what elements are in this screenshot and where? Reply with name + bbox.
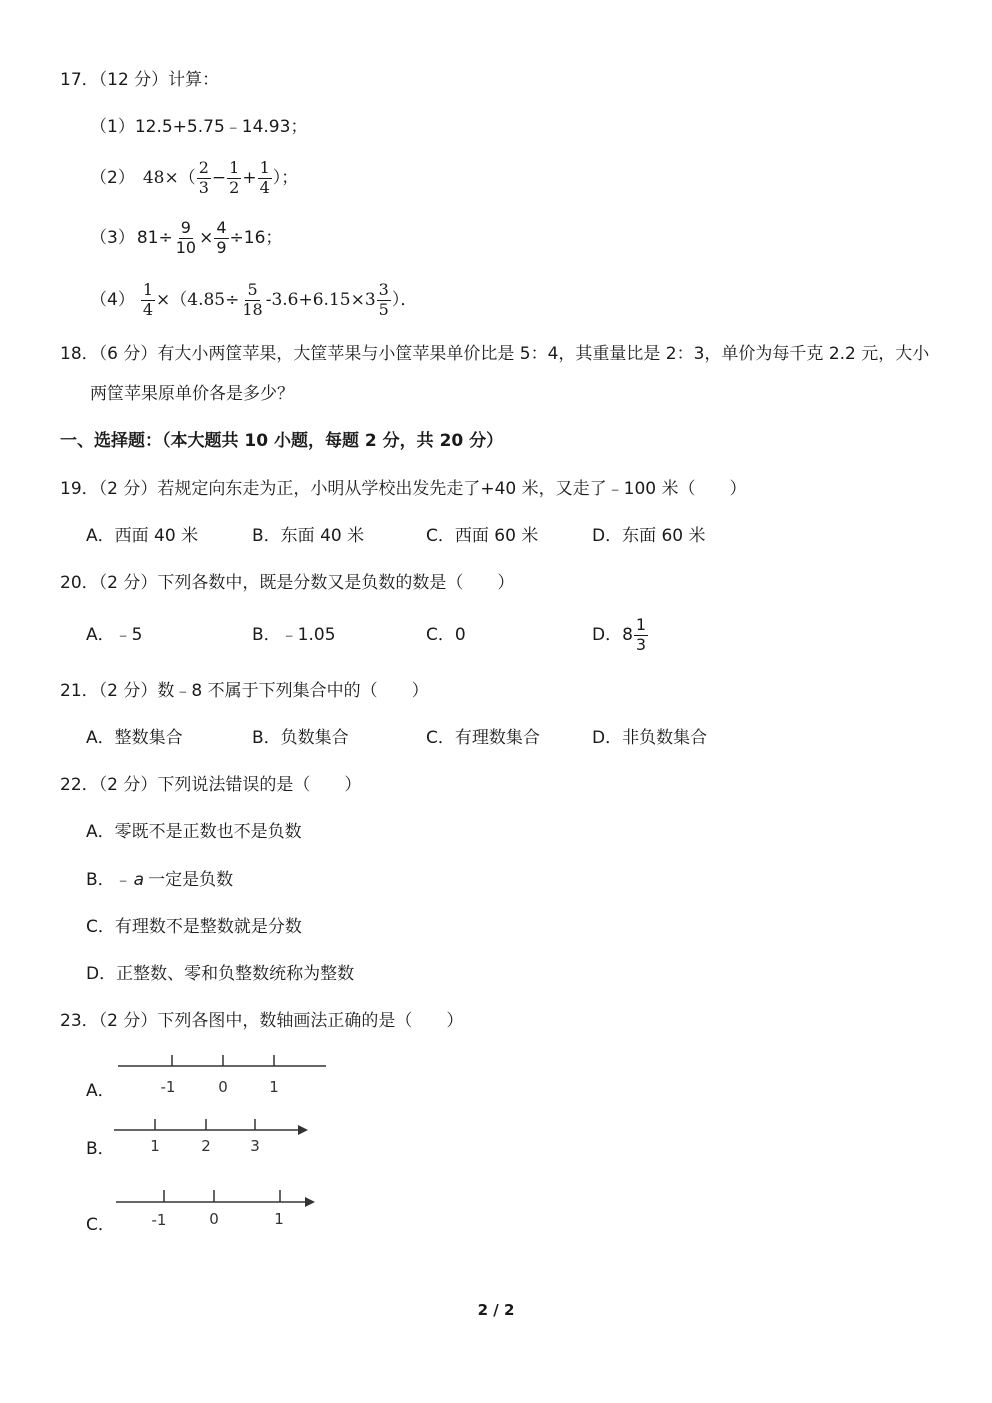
q17-part4-end: ）． [391, 289, 418, 310]
q23-option-b-label[interactable]: B． [86, 1139, 115, 1159]
q17-part2-frac3 [258, 160, 272, 197]
q17-part2-label: （2） [90, 167, 135, 188]
frac-denominator: 4 [259, 177, 270, 197]
q21-option-b[interactable]: B．负数集合 [252, 728, 349, 748]
tick-label: 2 [201, 1137, 211, 1155]
tick-label: -1 [151, 1211, 167, 1229]
q17-part1-expr: 12.5+5.75﹣14.93； [134, 117, 308, 137]
q17-part2-minus: − [211, 167, 227, 188]
tick-label: 1 [269, 1078, 279, 1096]
q20-option-d-prefix: D．8 [592, 624, 633, 645]
q17-part2 [90, 160, 298, 197]
arrow-head-icon [298, 1125, 308, 1135]
q17-part4 [90, 282, 417, 319]
frac-denominator: 3 [635, 634, 647, 654]
frac-denominator: 10 [175, 237, 197, 257]
q17-part4-mid1: ×（4.85÷ [156, 289, 240, 310]
q22-option-a[interactable]: A．零既不是正数也不是负数 [86, 822, 302, 842]
q20-option-d-frac [634, 617, 648, 654]
q21-stem: 21．（2 分）数﹣8 不属于下列集合中的（ ） [60, 681, 429, 701]
q21-option-d[interactable]: D．非负数集合 [592, 728, 708, 748]
q17-part3-times: × [199, 227, 214, 248]
q20-option-d[interactable] [592, 617, 649, 654]
tick-label: 1 [150, 1137, 160, 1155]
q23-option-a-number-line[interactable] [110, 1050, 340, 1100]
q22-option-c[interactable]: C．有理数不是整数就是分数 [86, 917, 302, 937]
q18-line2: 两筐苹果原单价各是多少？ [90, 384, 294, 404]
q17-part2-frac2 [227, 160, 241, 197]
q19-option-b[interactable]: B．东面 40 米 [252, 526, 365, 546]
q21-option-c[interactable]: C．有理数集合 [426, 728, 540, 748]
q17-part3-end: ÷16； [229, 227, 283, 248]
q22-option-b-prefix: B．﹣ [86, 870, 132, 890]
q19-option-c[interactable]: C．西面 60 米 [426, 526, 539, 546]
frac-denominator: 18 [242, 299, 263, 319]
q19-stem: 19．（2 分）若规定向东走为正，小明从学校出发先走了+40 米，又走了﹣100 米（ ） [60, 479, 747, 499]
q19-option-a[interactable]: A．西面 40 米 [86, 526, 199, 546]
q22-stem: 22．（2 分）下列说法错误的是（ ） [60, 775, 362, 795]
q23-option-a-label[interactable]: A． [86, 1081, 115, 1101]
q20-option-b[interactable]: B．﹣1.05 [252, 625, 336, 645]
q17-part2-end: ）； [272, 167, 299, 188]
frac-denominator: 9 [216, 237, 227, 257]
q21-option-a[interactable]: A．整数集合 [86, 728, 183, 748]
frac-numerator: 2 [198, 158, 209, 177]
q17-part4-label: （4） [90, 289, 135, 310]
q17-part3-lead: 81÷ [136, 227, 173, 248]
frac-numerator: 1 [259, 158, 270, 177]
frac-numerator: 5 [247, 280, 258, 299]
tick-label: 3 [250, 1137, 260, 1155]
tick-label: 0 [209, 1210, 219, 1228]
q17-part4-frac3 [377, 282, 391, 319]
q22-option-b-var: a [133, 870, 145, 890]
q20-option-c[interactable]: C．0 [426, 625, 466, 645]
q18-line1: 18．（6 分）有大小两筐苹果，大筐苹果与小筐苹果单价比是 5：4，其重量比是 2：3，单价为每千克 2.2 元，大小 [60, 344, 930, 364]
frac-numerator: 4 [216, 218, 227, 237]
frac-denominator: 2 [229, 177, 240, 197]
q17-title: 17．（12 分）计算： [60, 70, 220, 90]
q17-part1-label: （1） [90, 117, 135, 137]
frac-numerator: 1 [142, 280, 154, 299]
q17-part2-plus: + [242, 167, 257, 188]
q17-part2-lead: 48×（ [142, 167, 196, 188]
q23-option-b-number-line[interactable] [110, 1115, 320, 1160]
frac-numerator: 1 [229, 158, 240, 177]
q17-part3-frac2 [214, 220, 228, 257]
q17-part4-mid2: -3.6+6.15×3 [265, 289, 376, 310]
q17-part3 [90, 220, 282, 257]
q23-stem: 23．（2 分）下列各图中，数轴画法正确的是（ ） [60, 1011, 464, 1031]
q20-stem: 20．（2 分）下列各数中，既是分数又是负数的数是（ ） [60, 573, 515, 593]
q22-option-d[interactable]: D．正整数、零和负整数统称为整数 [86, 964, 355, 984]
frac-denominator: 5 [378, 299, 389, 319]
q17-part3-label: （3） [90, 227, 135, 248]
arrow-head-icon [305, 1197, 315, 1207]
frac-numerator: 9 [180, 218, 191, 237]
page-number: 2 / 2 [477, 1301, 515, 1319]
q17-part3-frac1 [174, 220, 198, 257]
tick-label: 0 [218, 1078, 228, 1096]
frac-numerator: 3 [378, 280, 389, 299]
q17-part4-frac2 [240, 282, 264, 319]
q22-option-b-suffix: 一定是负数 [148, 870, 234, 890]
q17-part1 [90, 119, 307, 136]
frac-denominator: 4 [142, 299, 154, 319]
tick-label: 1 [274, 1210, 284, 1228]
frac-denominator: 3 [198, 177, 209, 197]
tick-label: -1 [160, 1078, 176, 1096]
q17-part2-frac1 [197, 160, 211, 197]
section-title: 一、选择题：（本大题共 10 小题，每题 2 分，共 20 分） [60, 431, 504, 451]
frac-numerator: 1 [635, 615, 647, 634]
q19-option-d[interactable]: D．东面 60 米 [592, 526, 706, 546]
q20-option-a[interactable]: A．﹣5 [86, 625, 143, 645]
q23-option-c-label[interactable]: C． [86, 1215, 115, 1235]
q22-option-b[interactable] [86, 872, 233, 889]
q23-option-c-number-line[interactable] [110, 1185, 325, 1235]
q17-part4-frac1 [141, 282, 155, 319]
